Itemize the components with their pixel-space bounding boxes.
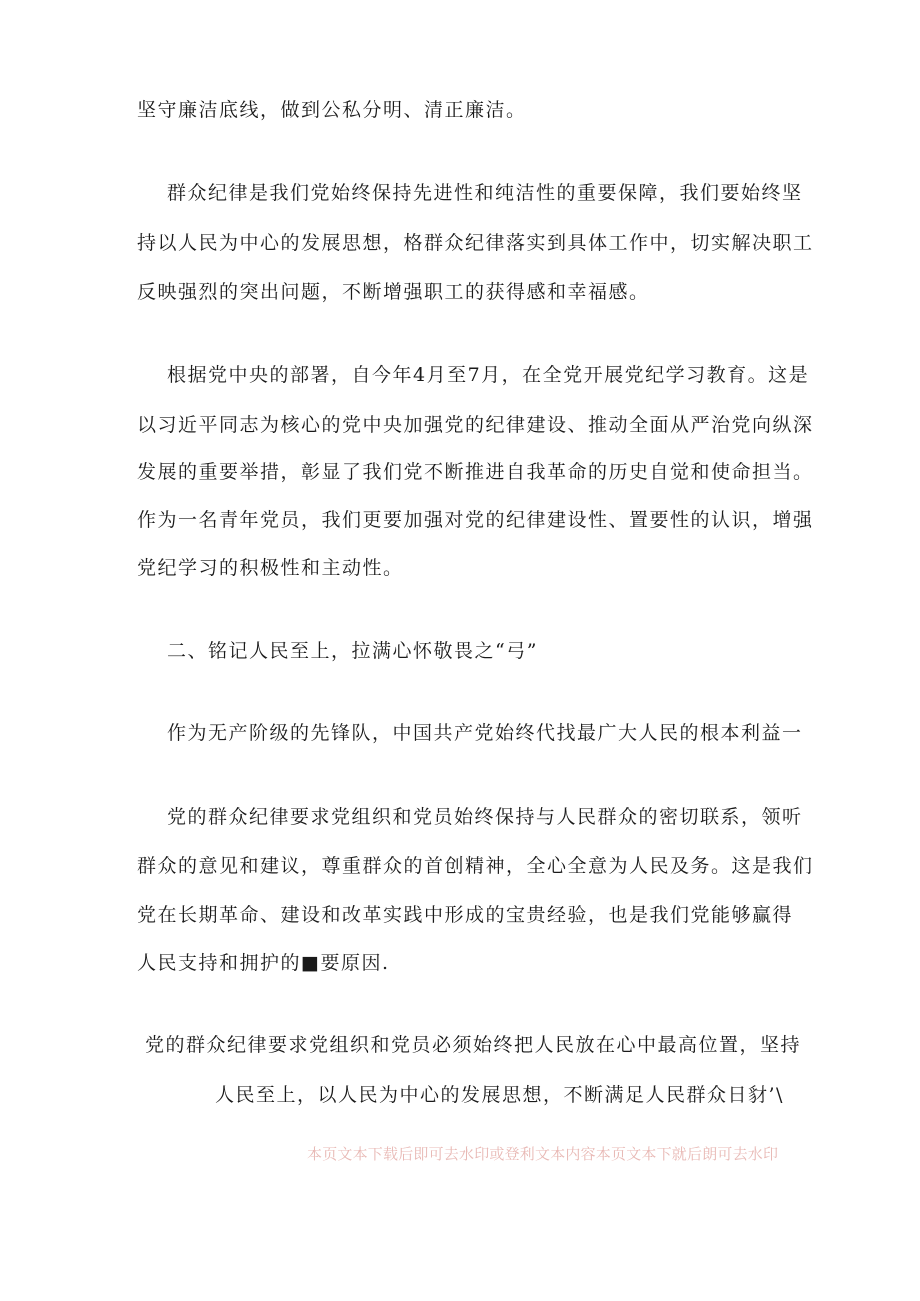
paragraph-6-line-2: 人民至上，以人民为中心的发展思想，不断满足人民群众日豺’\ — [215, 1084, 784, 1106]
section-heading: 二、铭记人民至上，拉满心怀敬畏之“弓” — [167, 640, 538, 662]
paragraph-6-line-1: 党的群众纪律要求党组织和党员必须始终把人民放在心中最高位置，坚持 — [145, 1034, 802, 1056]
paragraph-1-line-1: 坚守廉洁底线，做到公私分明、清正廉洁。 — [137, 99, 527, 121]
paragraph-3-line-5: 党纪学习的积极性和主动性。 — [137, 557, 404, 579]
paragraph-5-line-1: 党的群众纪律要求党组织和党员始终保持与人民群众的密切联系，领听 — [167, 806, 803, 828]
paragraph-5-line-3: 党在长期革命、建设和改革实践中形成的宝贵经验，也是我们党能够赢得 — [137, 904, 794, 926]
paragraph-5-line-2: 群众的意见和建议，尊重群众的首创精神，全心全意为人民及务。这是我们 — [137, 855, 814, 877]
paragraph-2-line-2: 持以人民为中心的发展思想，格群众纪律落实到具体工作中，切实解决职工 — [137, 232, 814, 254]
watermark-text: 本页文本下载后即可去水印或登利文本内容本页文本下就后朗可去水印 — [307, 1145, 779, 1163]
paragraph-4-line-1: 作为无产阶级的先锋队，中国共产党始终代找最广大人民的根本利益一 — [167, 722, 803, 744]
paragraph-3-line-2: 以习近平同志为核心的党中央加强党的纪律建设、推动全面从严治党向纵深 — [137, 414, 814, 436]
paragraph-3-line-3: 发展的重要举措，彰显了我们党不断推进自我革命的历史自觉和使命担当。 — [137, 461, 814, 483]
paragraph-5-line-4: 人民支持和拥护的■要原因. — [137, 952, 390, 974]
paragraph-3-line-1: 根据党中央的部署，自今年4月至7月，在全党开展党纪学习教育。这是 — [167, 364, 810, 386]
paragraph-2-line-1: 群众纪律是我们党始终保持先进性和纯洁性的重要保障，我们要始终坚 — [167, 182, 803, 204]
paragraph-3-line-4: 作为一名青年党员，我们更要加强对党的纪律建设性、置要性的认识，增强 — [137, 509, 814, 531]
paragraph-2-line-3: 反映强烈的突出问题，不断增强职工的获得感和幸福感。 — [137, 281, 650, 303]
